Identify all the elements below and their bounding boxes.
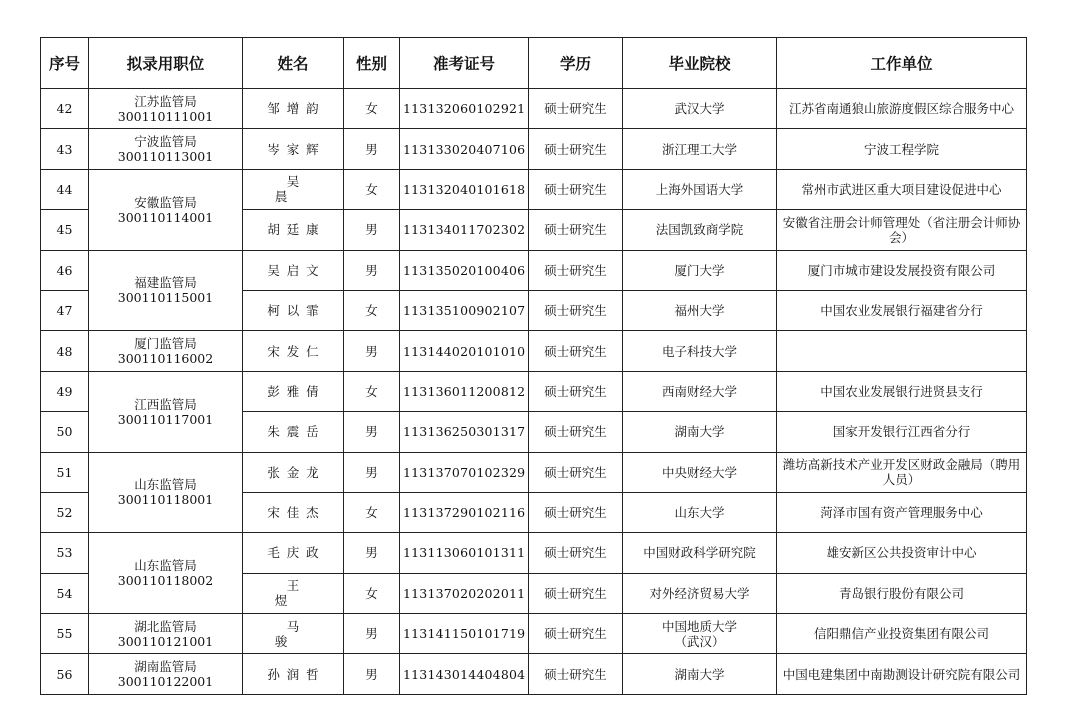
candidate-table bbox=[40, 37, 1027, 695]
cell-seq: 42 bbox=[41, 89, 89, 129]
cell-seq: 54 bbox=[41, 573, 89, 613]
cell-name: 孙润哲 bbox=[243, 654, 344, 694]
cell-exam-no: 113135020100406 bbox=[400, 250, 529, 290]
cell-gender: 男 bbox=[344, 210, 400, 250]
cell-gender: 女 bbox=[344, 89, 400, 129]
cell-seq: 45 bbox=[41, 210, 89, 250]
cell-employer: 青岛银行股份有限公司 bbox=[777, 573, 1027, 613]
cell-education: 硕士研究生 bbox=[529, 614, 623, 654]
cell-seq: 49 bbox=[41, 371, 89, 411]
cell-school: 福州大学 bbox=[623, 290, 777, 330]
cell-seq: 43 bbox=[41, 129, 89, 169]
cell-education: 硕士研究生 bbox=[529, 492, 623, 532]
header-gender: 性别 bbox=[344, 38, 400, 89]
cell-employer: 国家开发银行江西省分行 bbox=[777, 412, 1027, 452]
header-employer: 工作单位 bbox=[777, 38, 1027, 89]
cell-name: 邹增韵 bbox=[243, 89, 344, 129]
cell-seq: 53 bbox=[41, 533, 89, 573]
cell-exam-no: 113143014404804 bbox=[400, 654, 529, 694]
table-row bbox=[41, 533, 1027, 573]
cell-education: 硕士研究生 bbox=[529, 533, 623, 573]
cell-name: 彭雅倩 bbox=[243, 371, 344, 411]
cell-employer: 菏泽市国有资产管理服务中心 bbox=[777, 492, 1027, 532]
header-name: 姓名 bbox=[243, 38, 344, 89]
cell-employer: 中国农业发展银行进贤县支行 bbox=[777, 371, 1027, 411]
cell-exam-no: 113141150101719 bbox=[400, 614, 529, 654]
table-row bbox=[41, 614, 1027, 654]
cell-education: 硕士研究生 bbox=[529, 452, 623, 492]
cell-exam-no: 113136250301317 bbox=[400, 412, 529, 452]
cell-position: 湖南监管局 300110122001 bbox=[89, 654, 243, 694]
header-education: 学历 bbox=[529, 38, 623, 89]
cell-gender: 男 bbox=[344, 331, 400, 371]
cell-employer: 信阳鼎信产业投资集团有限公司 bbox=[777, 614, 1027, 654]
cell-seq: 47 bbox=[41, 290, 89, 330]
header-row bbox=[41, 38, 1027, 89]
cell-seq: 44 bbox=[41, 169, 89, 209]
cell-education: 硕士研究生 bbox=[529, 290, 623, 330]
cell-school: 对外经济贸易大学 bbox=[623, 573, 777, 613]
cell-education: 硕士研究生 bbox=[529, 89, 623, 129]
table-row bbox=[41, 89, 1027, 129]
cell-name: 柯以霏 bbox=[243, 290, 344, 330]
cell-exam-no: 113132060102921 bbox=[400, 89, 529, 129]
cell-name: 宋佳杰 bbox=[243, 492, 344, 532]
cell-employer bbox=[777, 331, 1027, 371]
table-row bbox=[41, 371, 1027, 411]
header-position: 拟录用职位 bbox=[89, 38, 243, 89]
cell-school: 浙江理工大学 bbox=[623, 129, 777, 169]
cell-name: 吴晨 bbox=[243, 169, 344, 209]
cell-name: 马骏 bbox=[243, 614, 344, 654]
cell-gender: 男 bbox=[344, 533, 400, 573]
cell-name: 朱震岳 bbox=[243, 412, 344, 452]
cell-exam-no: 113144020101010 bbox=[400, 331, 529, 371]
cell-education: 硕士研究生 bbox=[529, 371, 623, 411]
cell-gender: 男 bbox=[344, 654, 400, 694]
cell-position: 江西监管局 300110117001 bbox=[89, 371, 243, 452]
cell-exam-no: 113113060101311 bbox=[400, 533, 529, 573]
cell-name: 岑家辉 bbox=[243, 129, 344, 169]
cell-name: 毛庆政 bbox=[243, 533, 344, 573]
cell-name: 吴启文 bbox=[243, 250, 344, 290]
cell-seq: 52 bbox=[41, 492, 89, 532]
cell-name: 胡廷康 bbox=[243, 210, 344, 250]
cell-employer: 宁波工程学院 bbox=[777, 129, 1027, 169]
cell-exam-no: 113135100902107 bbox=[400, 290, 529, 330]
cell-school: 厦门大学 bbox=[623, 250, 777, 290]
cell-education: 硕士研究生 bbox=[529, 250, 623, 290]
cell-school: 武汉大学 bbox=[623, 89, 777, 129]
cell-employer: 江苏省南通狼山旅游度假区综合服务中心 bbox=[777, 89, 1027, 129]
cell-education: 硕士研究生 bbox=[529, 654, 623, 694]
cell-position: 宁波监管局 300110113001 bbox=[89, 129, 243, 169]
header-exam-no: 准考证号 bbox=[400, 38, 529, 89]
cell-name: 宋发仁 bbox=[243, 331, 344, 371]
cell-education: 硕士研究生 bbox=[529, 573, 623, 613]
cell-school: 湖南大学 bbox=[623, 412, 777, 452]
cell-gender: 女 bbox=[344, 573, 400, 613]
cell-education: 硕士研究生 bbox=[529, 412, 623, 452]
cell-school: 电子科技大学 bbox=[623, 331, 777, 371]
cell-exam-no: 113132040101618 bbox=[400, 169, 529, 209]
cell-employer: 安徽省注册会计师管理处（省注册会计师协会） bbox=[777, 210, 1027, 250]
cell-exam-no: 113136011200812 bbox=[400, 371, 529, 411]
cell-exam-no: 113137020202011 bbox=[400, 573, 529, 613]
header-school: 毕业院校 bbox=[623, 38, 777, 89]
cell-education: 硕士研究生 bbox=[529, 210, 623, 250]
cell-seq: 51 bbox=[41, 452, 89, 492]
cell-employer: 常州市武进区重大项目建设促进中心 bbox=[777, 169, 1027, 209]
cell-school: 山东大学 bbox=[623, 492, 777, 532]
cell-gender: 男 bbox=[344, 614, 400, 654]
cell-position: 厦门监管局 300110116002 bbox=[89, 331, 243, 371]
table-row bbox=[41, 129, 1027, 169]
cell-position: 江苏监管局 300110111001 bbox=[89, 89, 243, 129]
table-row bbox=[41, 331, 1027, 371]
cell-gender: 男 bbox=[344, 452, 400, 492]
cell-gender: 女 bbox=[344, 290, 400, 330]
cell-name: 张金龙 bbox=[243, 452, 344, 492]
header-seq: 序号 bbox=[41, 38, 89, 89]
cell-employer: 中国农业发展银行福建省分行 bbox=[777, 290, 1027, 330]
roster-sheet bbox=[40, 37, 1026, 695]
cell-school: 湖南大学 bbox=[623, 654, 777, 694]
cell-gender: 男 bbox=[344, 250, 400, 290]
table-row bbox=[41, 654, 1027, 694]
table-row bbox=[41, 250, 1027, 290]
cell-employer: 厦门市城市建设发展投资有限公司 bbox=[777, 250, 1027, 290]
cell-seq: 55 bbox=[41, 614, 89, 654]
table-row bbox=[41, 452, 1027, 492]
cell-position: 福建监管局 300110115001 bbox=[89, 250, 243, 331]
cell-gender: 男 bbox=[344, 129, 400, 169]
cell-seq: 48 bbox=[41, 331, 89, 371]
cell-school: 中央财经大学 bbox=[623, 452, 777, 492]
cell-employer: 中国电建集团中南勘测设计研究院有限公司 bbox=[777, 654, 1027, 694]
cell-education: 硕士研究生 bbox=[529, 331, 623, 371]
cell-seq: 50 bbox=[41, 412, 89, 452]
cell-gender: 女 bbox=[344, 492, 400, 532]
cell-school: 西南财经大学 bbox=[623, 371, 777, 411]
cell-position: 山东监管局 300110118001 bbox=[89, 452, 243, 533]
cell-exam-no: 113134011702302 bbox=[400, 210, 529, 250]
cell-gender: 男 bbox=[344, 412, 400, 452]
cell-seq: 56 bbox=[41, 654, 89, 694]
cell-school: 中国财政科学研究院 bbox=[623, 533, 777, 573]
cell-name: 王煜 bbox=[243, 573, 344, 613]
cell-position: 山东监管局 300110118002 bbox=[89, 533, 243, 614]
cell-school: 上海外国语大学 bbox=[623, 169, 777, 209]
cell-employer: 雄安新区公共投资审计中心 bbox=[777, 533, 1027, 573]
cell-exam-no: 113137290102116 bbox=[400, 492, 529, 532]
cell-gender: 女 bbox=[344, 169, 400, 209]
cell-school: 中国地质大学 （武汉） bbox=[623, 614, 777, 654]
cell-employer: 潍坊高新技术产业开发区财政金融局（聘用人员） bbox=[777, 452, 1027, 492]
cell-education: 硕士研究生 bbox=[529, 129, 623, 169]
cell-education: 硕士研究生 bbox=[529, 169, 623, 209]
cell-position: 湖北监管局 300110121001 bbox=[89, 614, 243, 654]
cell-exam-no: 113137070102329 bbox=[400, 452, 529, 492]
cell-position: 安徽监管局 300110114001 bbox=[89, 169, 243, 250]
cell-school: 法国凯致商学院 bbox=[623, 210, 777, 250]
cell-gender: 女 bbox=[344, 371, 400, 411]
cell-exam-no: 113133020407106 bbox=[400, 129, 529, 169]
cell-seq: 46 bbox=[41, 250, 89, 290]
table-row bbox=[41, 169, 1027, 209]
